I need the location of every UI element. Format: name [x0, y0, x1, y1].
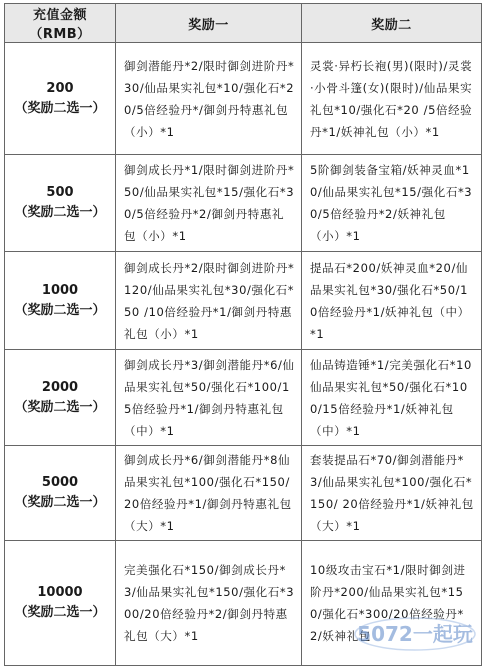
table-row [5, 350, 482, 446]
reward-two-cell: 10级攻击宝石*1/限时御剑进阶丹*200/仙品果实礼包*150/强化石*300/20倍经验丹*2/妖神礼包 [302, 541, 482, 666]
watermark-text: 5072一起玩 [357, 622, 473, 646]
amount-value: 10000 [37, 585, 83, 600]
reward-two-cell: 灵裳·异朽长袍(男)(限时)/灵裳·小骨斗篷(女)(限时)/仙品果实礼包*10/强化石*20 /5倍经验丹*1/妖神礼包（小）*1 [302, 43, 482, 155]
table-row [5, 155, 482, 252]
reward-one-cell: 御剑成长丹*1/限时御剑进阶丹*50/仙品果实礼包*15/强化石*30/5倍经验丹*2/御剑丹特惠礼包（小）*1 [116, 155, 302, 252]
header-amount: 充值金额（RMB） [5, 4, 116, 43]
amount-value: 500 [46, 185, 74, 200]
reward-two-cell: 套装提品石*70/御剑潜能丹*3/仙品果实礼包*100/强化石*150/ 20倍经验丹*1/妖神礼包（大）*1 [302, 446, 482, 541]
amount-cell [5, 541, 116, 666]
amount-note: （奖励二选一） [14, 399, 106, 415]
reward-one-cell: 御剑潜能丹*2/限时御剑进阶丹*30/仙品果实礼包*10/强化石*20/5倍经验丹*/御剑丹特惠礼包（小）*1 [116, 43, 302, 155]
table-row [5, 252, 482, 350]
amount-value: 1000 [41, 282, 79, 298]
amount-cell [5, 350, 116, 446]
amount-cell [5, 252, 116, 350]
reward-one-cell: 完美强化石*150/御剑成长丹*3/仙品果实礼包*150/强化石*300/20倍经验丹*2/御剑丹特惠礼包（大）*1 [116, 541, 302, 666]
amount-note: （奖励二选一） [14, 605, 106, 620]
amount-cell [5, 43, 116, 155]
amount-value: 2000 [41, 379, 79, 395]
amount-cell [5, 155, 116, 252]
reward-table [4, 3, 482, 666]
table-row [5, 541, 482, 666]
reward-one-cell: 御剑成长丹*2/限时御剑进阶丹*120/仙品果实礼包*30/强化石*50 /10倍经验丹*1/御剑丹特惠礼包（小）*1 [116, 252, 302, 350]
header-row [5, 4, 482, 43]
reward-two-cell: 仙品铸造锤*1/完美强化石*10 仙品果实礼包*50/强化石*100/15倍经验丹*1/妖神礼包（中）*1 [302, 350, 482, 446]
amount-note: （奖励二选一） [14, 100, 106, 116]
amount-value: 200 [46, 80, 74, 96]
reward-one-cell: 御剑成长丹*6/御剑潜能丹*8仙品果实礼包*100/强化石*150/20倍经验丹*1/御剑丹特惠礼包（大）*1 [116, 446, 302, 541]
header-reward-one: 奖励一 [116, 4, 302, 43]
header-reward-two: 奖励二 [302, 4, 482, 43]
amount-note: （奖励二选一） [14, 302, 106, 318]
amount-note: （奖励二选一） [14, 205, 106, 220]
reward-two-cell: 提品石*200/妖神灵血*20/仙品果实礼包*30/强化石*50/10倍经验丹*1/妖神礼包（中）*1 [302, 252, 482, 350]
amount-value: 5000 [41, 475, 79, 490]
amount-note: （奖励二选一） [14, 495, 106, 510]
reward-one-cell: 御剑成长丹*3/御剑潜能丹*6/仙品果实礼包*50/强化石*100/15倍经验丹*1/御剑丹特惠礼包（中）*1 [116, 350, 302, 446]
table-row [5, 43, 482, 155]
table-row [5, 446, 482, 541]
reward-two-cell: 5阶御剑装备宝箱/妖神灵血*10/仙品果实礼包*15/强化石*30/5倍经验丹*2/妖神礼包（小）*1 [302, 155, 482, 252]
amount-cell [5, 446, 116, 541]
